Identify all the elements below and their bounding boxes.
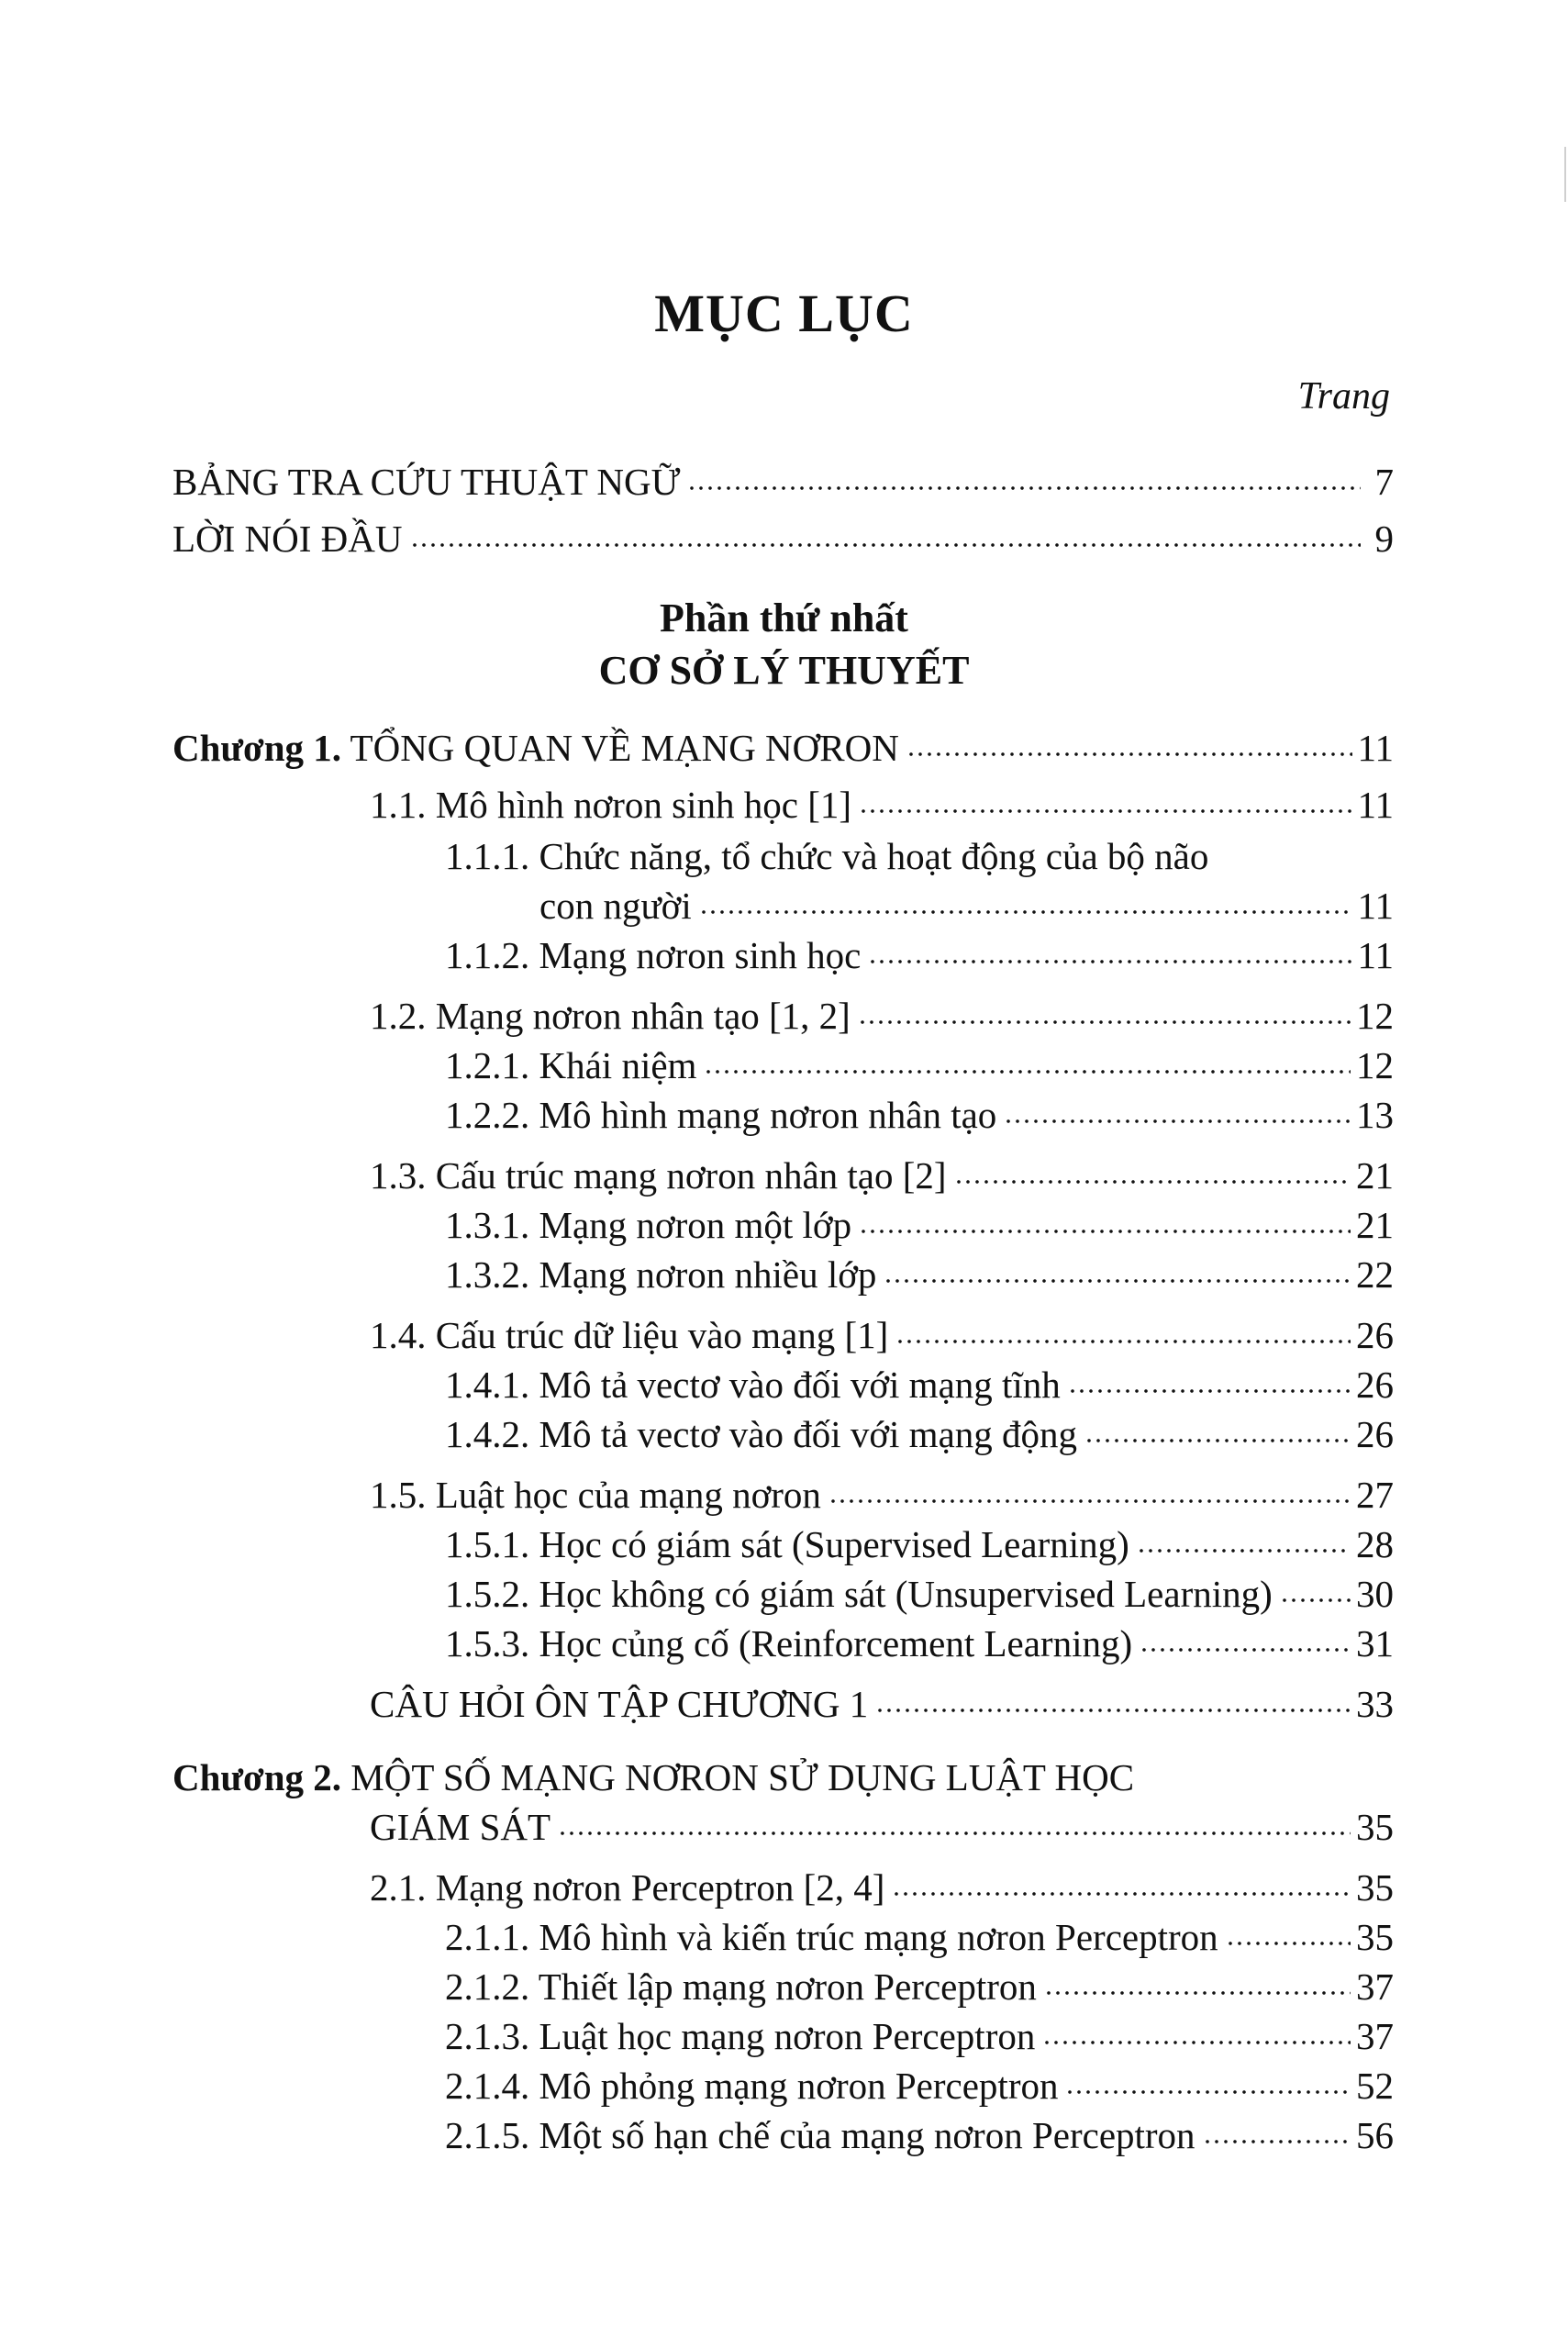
toc-entry-page: 37 [1356,2015,1394,2057]
toc-entry-2-1-3[interactable] [445,2013,1394,2059]
toc-entry-page: 7 [1374,461,1394,503]
toc-entry-text: 2.1.5. Một số hạn chế của mạng nơron Perceptron [445,2114,1195,2156]
dot-leader [1065,2087,1351,2098]
toc-entry-text: 2.1.2. Thiết lập mạng nơron Perceptron [445,1965,1037,2008]
toc-chapter-1[interactable] [172,725,1394,771]
toc-entry-text: LỜI NÓI ĐẦU [172,518,403,560]
toc-entry-text: 1.5.3. Học củng cố (Reinforcement Learning) [445,1622,1133,1664]
toc-entry-page: 56 [1356,2114,1394,2156]
toc-entry-text: 1.4.1. Mô tả vectơ vào đối với mạng tĩnh [445,1364,1061,1406]
toc-entry-text: 1.5.1. Học có giám sát (Supervised Learning) [445,1523,1129,1565]
toc-entry-1-5-2[interactable] [445,1571,1394,1617]
toc-entry-1-1-1-line1[interactable]: 1.1.1. Chức năng, tổ chức và hoạt động của bộ não [445,835,1209,877]
dot-leader [895,1336,1351,1347]
dot-leader [1084,1435,1351,1446]
toc-entry-text: 1.2.1. Khái niệm [445,1044,697,1086]
toc-entry-text: 1.5.2. Học không có giám sát (Unsupervised Learning) [445,1573,1273,1615]
toc-entry-page: 26 [1356,1413,1394,1455]
toc-entry-1-1[interactable] [370,782,1394,828]
toc-entry-page: 11 [1357,784,1394,826]
toc-entry-1-2[interactable] [370,993,1394,1039]
dot-leader [558,1828,1351,1839]
toc-entry-page: 26 [1356,1314,1394,1356]
toc-entry-text: 2.1.3. Luật học mạng nơron Perceptron [445,2015,1036,2057]
dot-leader [1004,1116,1351,1127]
toc-entry-text: 1.3.2. Mạng nơron nhiều lớp [445,1253,877,1296]
dot-leader [954,1176,1351,1187]
toc-entry-text: 1.4. Cấu trúc dữ liệu vào mạng [1] [370,1314,889,1356]
toc-entry-page: 12 [1356,1044,1394,1086]
page-edge-mark [1564,147,1566,202]
toc-entry-text: 1.2. Mạng nơron nhân tạo [1, 2] [370,995,851,1037]
toc-entry-page: 21 [1356,1154,1394,1197]
toc-entry-text: con người [539,885,692,927]
toc-entry-text: 1.2.2. Mô hình mạng nơron nhân tạo [445,1094,997,1136]
dot-leader [687,483,1361,494]
toc-chapter-2-line1[interactable] [172,1754,1134,1800]
dot-leader [1203,2136,1351,2147]
toc-entry-1-1-1[interactable] [539,883,1394,929]
toc-chapter-2[interactable] [370,1804,1394,1850]
toc-entry-page: 12 [1356,995,1394,1037]
toc-entry-1-5-1[interactable] [445,1521,1394,1567]
dot-leader [699,907,1352,918]
chapter-label: Chương 2. [172,1756,342,1798]
toc-entry-text: 2.1.1. Mô hình và kiến trúc mạng nơron Perceptron [445,1916,1218,1958]
toc-entry-page: 33 [1356,1683,1394,1725]
toc-entry-review-questions-1[interactable] [370,1681,1394,1727]
toc-entry-page: 22 [1356,1253,1394,1296]
toc-entry-preface[interactable] [172,516,1394,562]
dot-leader [892,1888,1351,1899]
dot-leader [868,956,1351,967]
toc-entry-2-1-5[interactable] [445,2112,1394,2158]
toc-entry-1-1-2[interactable] [445,932,1394,978]
toc-entry-page: 28 [1356,1523,1394,1565]
dot-leader [858,1017,1351,1028]
toc-entry-1-4-1[interactable] [445,1362,1394,1408]
chapter-title-line2: GIÁM SÁT [370,1806,551,1848]
toc-entry-text: 1.1.2. Mạng nơron sinh học [445,934,862,976]
toc-entry-page: 27 [1356,1474,1394,1516]
toc-entry-glossary[interactable] [172,459,1394,505]
chapter-heading [172,725,899,771]
dot-leader [884,1275,1351,1286]
dot-leader [1140,1644,1351,1655]
toc-entry-1-2-1[interactable] [445,1042,1394,1088]
toc-entry-page: 35 [1356,1866,1394,1909]
chapter-title-line1: MỘT SỐ MẠNG NƠRON SỬ DỤNG LUẬT HỌC [350,1756,1135,1798]
dot-leader [875,1705,1351,1716]
toc-entry-page: 52 [1356,2065,1394,2107]
toc-entry-page: 35 [1356,1916,1394,1958]
toc-entry-page: 30 [1356,1573,1394,1615]
toc-entry-1-5[interactable] [370,1472,1394,1518]
dot-leader [704,1066,1351,1077]
toc-entry-page: 21 [1356,1204,1394,1246]
dot-leader [828,1496,1351,1507]
toc-entry-page: 31 [1356,1622,1394,1664]
toc-entry-page: 35 [1356,1806,1394,1848]
toc-entry-1-5-3[interactable] [445,1620,1394,1666]
toc-entry-text: BẢNG TRA CỨU THUẬT NGỮ [172,461,681,503]
dot-leader [1226,1938,1351,1949]
toc-entry-text: 1.3.1. Mạng nơron một lớp [445,1204,852,1246]
toc-entry-page: 26 [1356,1364,1394,1406]
dot-leader [410,540,1361,551]
toc-entry-text: 1.4.2. Mô tả vectơ vào đối với mạng động [445,1413,1078,1455]
toc-entry-page: 37 [1356,1965,1394,2008]
chapter-label: Chương 1. [172,727,342,769]
dot-leader [1280,1595,1351,1606]
toc-entry-1-3-1[interactable] [445,1202,1394,1248]
toc-entry-1-2-2[interactable] [445,1092,1394,1138]
toc-entry-page: 13 [1356,1094,1394,1136]
toc-entry-text: 2.1.4. Mô phỏng mạng nơron Perceptron [445,2065,1059,2107]
dot-leader [1068,1386,1351,1397]
toc-entry-2-1-2[interactable] [445,1964,1394,2009]
toc-entry-text: CÂU HỎI ÔN TẬP CHƯƠNG 1 [370,1683,869,1725]
toc-entry-1-3[interactable] [370,1152,1394,1198]
toc-entry-1-4[interactable] [370,1312,1394,1358]
dot-leader [1042,2037,1351,2048]
dot-leader [1044,1987,1351,1998]
page-column-label: Trang [1297,375,1390,417]
toc-entry-page: 11 [1357,727,1394,769]
dot-leader [1137,1545,1351,1556]
chapter-title: TỔNG QUAN VỀ MẠNG NƠRON [350,727,899,769]
page-title: MỤC LỤC [654,284,914,343]
dot-leader [859,1226,1351,1237]
part-name: CƠ SỞ LÝ THUYẾT [598,648,970,693]
toc-entry-1-4-2[interactable] [445,1411,1394,1457]
toc-entry-1-3-2[interactable] [445,1252,1394,1297]
part-label: Phần thứ nhất [660,596,908,640]
toc-entry-page: 11 [1357,934,1394,976]
toc-entry-text: 1.5. Luật học của mạng nơron [370,1474,821,1516]
toc-entry-2-1-4[interactable] [445,2063,1394,2109]
toc-entry-2-1-1[interactable] [445,1914,1394,1960]
toc-entry-page: 11 [1357,885,1394,927]
dot-leader [906,749,1352,760]
dot-leader [859,806,1351,817]
toc-entry-2-1[interactable] [370,1865,1394,1910]
toc-entry-text: 1.1. Mô hình nơron sinh học [1] [370,784,852,826]
toc-entry-text: 1.3. Cấu trúc mạng nơron nhân tạo [2] [370,1154,947,1197]
toc-entry-page: 9 [1374,518,1394,560]
toc-entry-text: 2.1. Mạng nơron Perceptron [2, 4] [370,1866,885,1909]
